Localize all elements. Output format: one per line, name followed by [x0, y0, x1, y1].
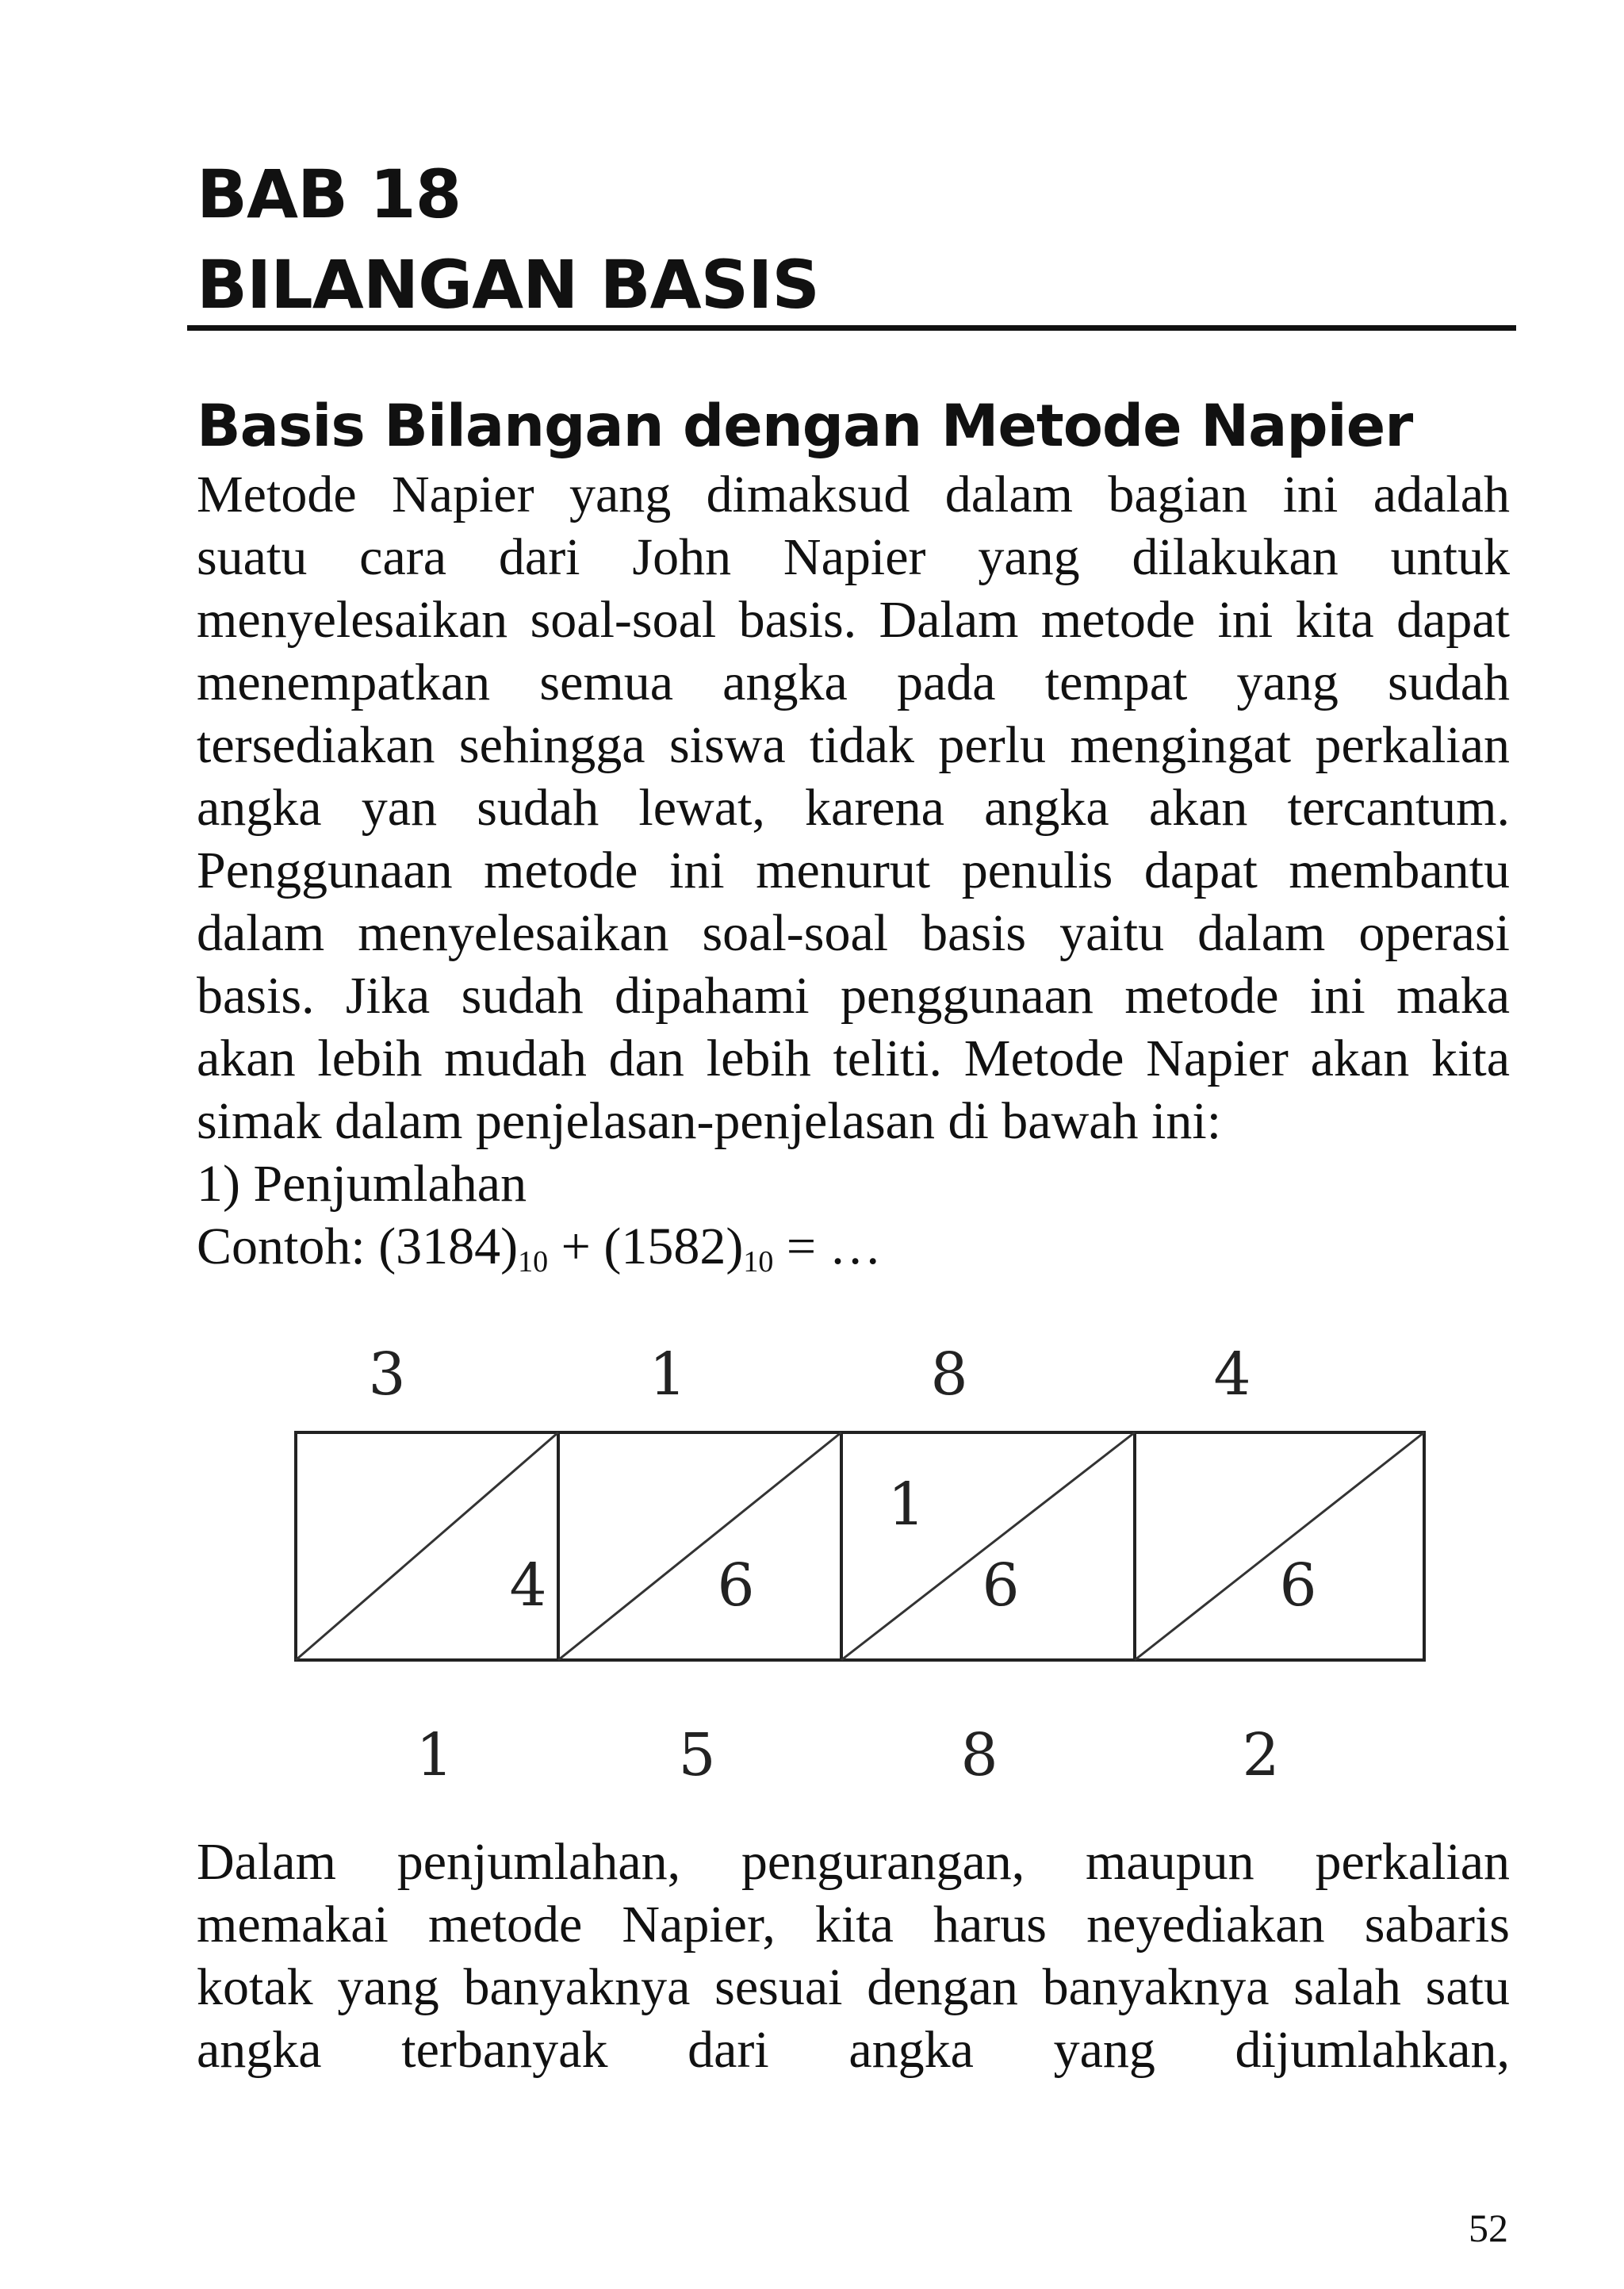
cell-diagonal	[296, 1432, 558, 1660]
section-title: Basis Bilangan dengan Metode Napier	[197, 393, 1413, 460]
paragraph-line: angka yan sudah lewat, karena angka akan tercantum.	[197, 779, 1510, 837]
cell-diagonal	[1135, 1432, 1424, 1660]
sum-digit: 6	[717, 1551, 755, 1620]
chapter-number: BAB 18	[197, 155, 462, 233]
paragraph-line: Penggunaan metode ini menurut penulis dapat membantu	[197, 842, 1510, 899]
chapter-title: BILANGAN BASIS	[197, 246, 819, 324]
carry-digit: 1	[887, 1470, 925, 1539]
top-digit: 1	[649, 1340, 687, 1409]
explanation-paragraph	[197, 1831, 1510, 2081]
bottom-digits	[416, 1721, 1279, 1789]
paragraph-line: menempatkan semua angka pada tempat yang sudah	[197, 654, 1510, 711]
sum-digit: 6	[1279, 1551, 1317, 1620]
page-number: 52	[1469, 2206, 1508, 2250]
cell-diagonals	[296, 1432, 1424, 1660]
paragraph-line: memakai metode Napier, kita harus neyediakan sabaris	[197, 1896, 1510, 1954]
paragraph-line: tersediakan sehingga siswa tidak perlu mengingat perkalian	[197, 716, 1510, 774]
cell-diagonal	[558, 1432, 841, 1660]
bottom-digit: 2	[1242, 1721, 1280, 1789]
sum-digit: 6	[982, 1551, 1020, 1620]
grid-frame	[296, 1432, 1424, 1660]
paragraph-line: akan lebih mudah dan lebih teliti. Metode Napier akan kita	[197, 1029, 1510, 1087]
paragraph-line: kotak yang banyaknya sesuai dengan banyaknya salah satu	[197, 1958, 1510, 2016]
paragraph-line: dalam menyelesaikan soal-soal basis yaitu dalam operasi	[197, 904, 1510, 962]
paragraph-line: angka terbanyak dari angka yang dijumlahkan,	[197, 2021, 1510, 2079]
cell-diagonal	[841, 1432, 1135, 1660]
paragraph-line: suatu cara dari John Napier yang dilakukan untuk	[197, 528, 1510, 586]
sum-digit: 4	[509, 1551, 547, 1620]
cell-grid	[296, 1432, 1424, 1660]
cell-values	[509, 1470, 1316, 1620]
bottom-digit: 5	[678, 1721, 716, 1789]
list-item-penjumlahan: 1) Penjumlahan	[197, 1155, 527, 1213]
bottom-digit: 1	[416, 1721, 454, 1789]
paragraph-line: Dalam penjumlahan, pengurangan, maupun perkalian	[197, 1833, 1510, 1891]
top-digit: 3	[368, 1340, 406, 1409]
paragraph-line: basis. Jika sudah dipahami penggunaan metode ini maka	[197, 967, 1510, 1025]
top-digit: 8	[930, 1340, 968, 1409]
paragraph-line: menyelesaikan soal-soal basis. Dalam metode ini kita dapat	[197, 591, 1510, 649]
paragraph-line: Metode Napier yang dimaksud dalam bagian ini adalah	[197, 466, 1510, 523]
bottom-digit: 8	[960, 1721, 998, 1789]
paragraph-line: simak dalam penjelasan-penjelasan di bawah ini:	[197, 1092, 1222, 1150]
top-digit: 4	[1213, 1340, 1251, 1409]
example-expression: Contoh: $(3184)_{10} + (1582)_{10}$ = …	[197, 1217, 882, 1279]
top-digits	[368, 1340, 1251, 1409]
